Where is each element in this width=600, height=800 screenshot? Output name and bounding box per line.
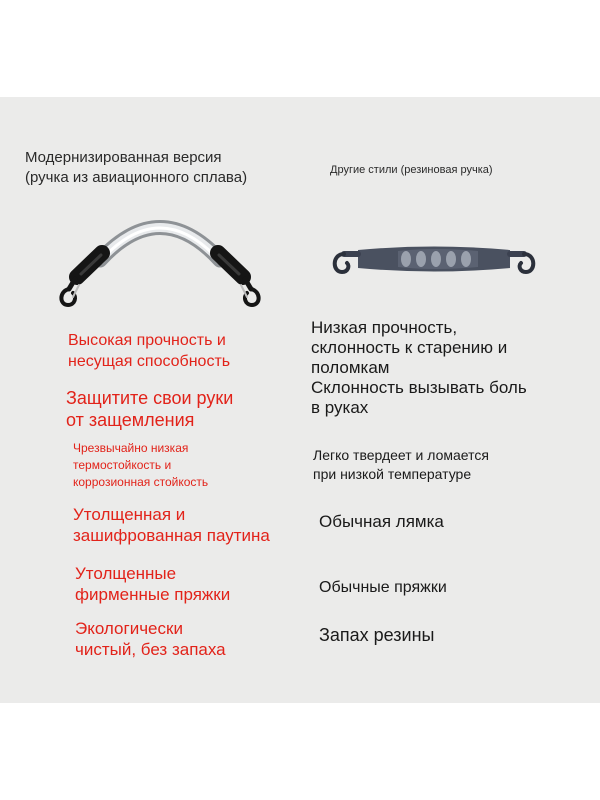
- rubber-handle-illustration: [328, 238, 540, 282]
- advantage-hand-protection: Защитите свои руки от защемления: [66, 388, 234, 430]
- rubber-handle-image: [328, 238, 540, 282]
- advantage-strength: Высокая прочность и несущая способность: [68, 332, 231, 370]
- drawback-buckles: Обычные пряжки: [319, 579, 447, 596]
- other-styles-title: Другие стили (резиновая ручка): [330, 164, 493, 176]
- aluminum-handle-illustration: [55, 205, 265, 315]
- drawback-low-temperature: Легко твердеет и ломается при низкой температуре: [313, 447, 489, 482]
- drawback-strength-pain: Низкая прочность, склонность к старению и поломкам Склонность вызывать боль в руках: [311, 318, 527, 417]
- aluminum-alloy-handle-image: [55, 205, 265, 315]
- advantage-eco: Экологически чистый, без запаха: [75, 619, 226, 659]
- drawback-rubber-smell: Запах резины: [319, 625, 435, 645]
- advantage-buckles: Утолщенные фирменные пряжки: [75, 564, 231, 604]
- drawback-webbing: Обычная лямка: [319, 512, 444, 531]
- advantage-webbing: Утолщенная и зашифрованная паутина: [73, 505, 270, 545]
- upgraded-version-title: Модернизированная версия (ручка из авиационного сплава): [25, 149, 248, 186]
- advantage-temperature-corrosion: Чрезвычайно низкая термостойкость и коррозионная стойкость: [73, 441, 209, 489]
